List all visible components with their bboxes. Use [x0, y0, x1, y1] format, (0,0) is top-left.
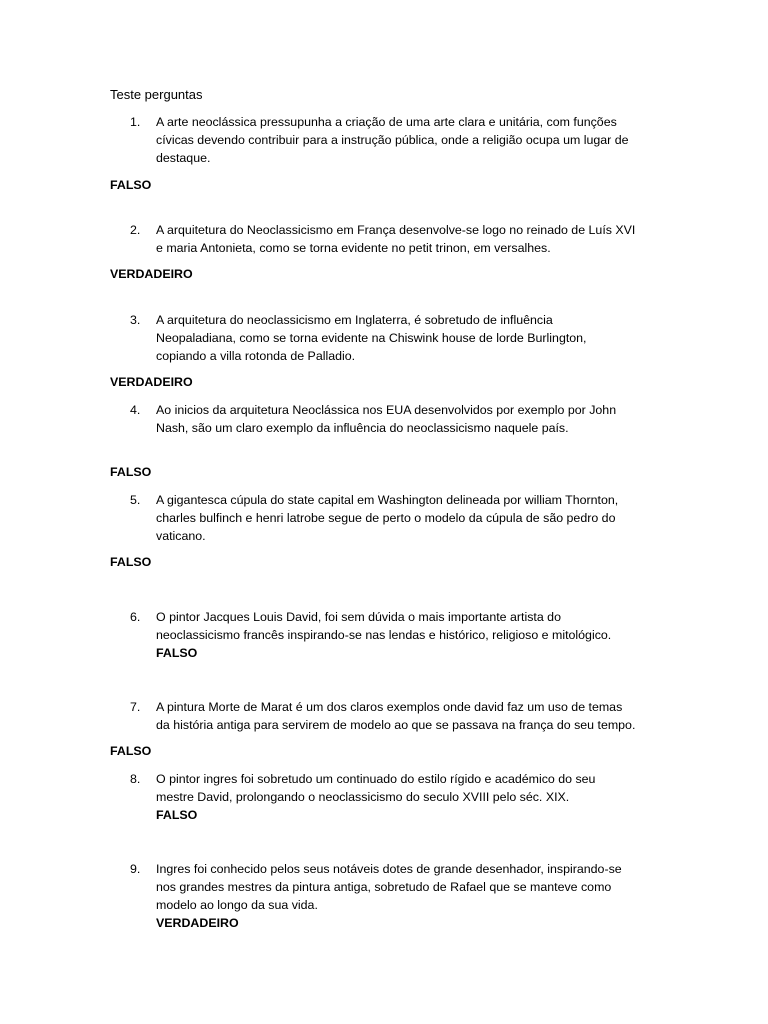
answer-9: VERDADEIRO	[156, 916, 239, 930]
question-text-line: O pintor ingres foi sobretudo um continuado do estilo rígido e académico do seu	[156, 772, 596, 786]
question-text-line: vaticano.	[156, 529, 206, 543]
question-text-line: A arquitetura do Neoclassicismo em França desenvolve-se logo no reinado de Luís XVI	[156, 223, 636, 237]
question-text-line: O pintor Jacques Louis David, foi sem dúvida o mais importante artista do	[156, 610, 561, 624]
question-text-line: nos grandes mestres da pintura antiga, sobretudo de Rafael que se manteve como	[156, 880, 612, 894]
question-text-line: A gigantesca cúpula do state capital em Washington delineada por william Thornton,	[156, 493, 619, 507]
question-text-line: A pintura Morte de Marat é um dos claros exemplos onde david faz um uso de temas	[156, 700, 623, 714]
question-7	[130, 698, 670, 734]
question-number: 1.	[130, 115, 141, 129]
question-text-line: copiando a villa rotonda de Palladio.	[156, 349, 356, 363]
page-title: Teste perguntas	[110, 87, 203, 102]
question-text-line: mestre David, prolongando o neoclassicismo do seculo XVIII pelo séc. XIX.	[156, 790, 570, 804]
question-text-line: charles bulfinch e henri latrobe segue de perto o modelo da cúpula de são pedro do	[156, 511, 616, 525]
question-5	[130, 491, 670, 545]
question-3	[130, 311, 670, 365]
question-2	[130, 221, 670, 257]
question-text-line: modelo ao longo da sua vida.	[156, 898, 318, 912]
answer-8: FALSO	[156, 808, 198, 822]
question-text-line: Nash, são um claro exemplo da influência do neoclassicismo naquele país.	[156, 421, 569, 435]
question-text-line: Neopaladiana, como se torna evidente na Chiswink house de lorde Burlington,	[156, 331, 587, 345]
answer-7: FALSO	[110, 744, 152, 758]
question-text-line: A arte neoclássica pressupunha a criação de uma arte clara e unitária, com funções	[156, 115, 617, 129]
answer-2: VERDADEIRO	[110, 267, 193, 281]
question-4	[130, 401, 670, 437]
question-number: 9.	[130, 862, 141, 876]
question-text-line: destaque.	[156, 151, 211, 165]
question-text-line: Ingres foi conhecido pelos seus notáveis dotes de grande desenhador, inspirando-se	[156, 862, 622, 876]
question-1	[130, 113, 670, 167]
question-text-line: e maria Antonieta, como se torna evidente no petit trinon, em versalhes.	[156, 241, 551, 255]
question-6	[130, 608, 670, 662]
question-text-line: cívicas devendo contribuir para a instrução pública, onde a religião ocupa um lugar de	[156, 133, 629, 147]
question-number: 2.	[130, 223, 141, 237]
question-number: 4.	[130, 403, 141, 417]
answer-5: FALSO	[110, 555, 152, 569]
answer-6: FALSO	[156, 646, 198, 660]
question-9	[130, 860, 670, 932]
question-text-line: neoclassicismo francês inspirando-se nas lendas e histórico, religioso e mitológico.	[156, 628, 612, 642]
answer-4: FALSO	[110, 465, 152, 479]
question-text-line: Ao inicios da arquitetura Neoclássica nos EUA desenvolvidos por exemplo por John	[156, 403, 617, 417]
question-number: 5.	[130, 493, 141, 507]
answer-3: VERDADEIRO	[110, 375, 193, 389]
question-text-line: da história antiga para servirem de modelo ao que se passava na frança do seu tempo.	[156, 718, 636, 732]
question-text-line: A arquitetura do neoclassicismo em Inglaterra, é sobretudo de influência	[156, 313, 553, 327]
answer-1: FALSO	[110, 178, 152, 192]
question-number: 7.	[130, 700, 141, 714]
question-number: 3.	[130, 313, 141, 327]
question-8	[130, 770, 670, 824]
question-number: 8.	[130, 772, 141, 786]
question-number: 6.	[130, 610, 141, 624]
